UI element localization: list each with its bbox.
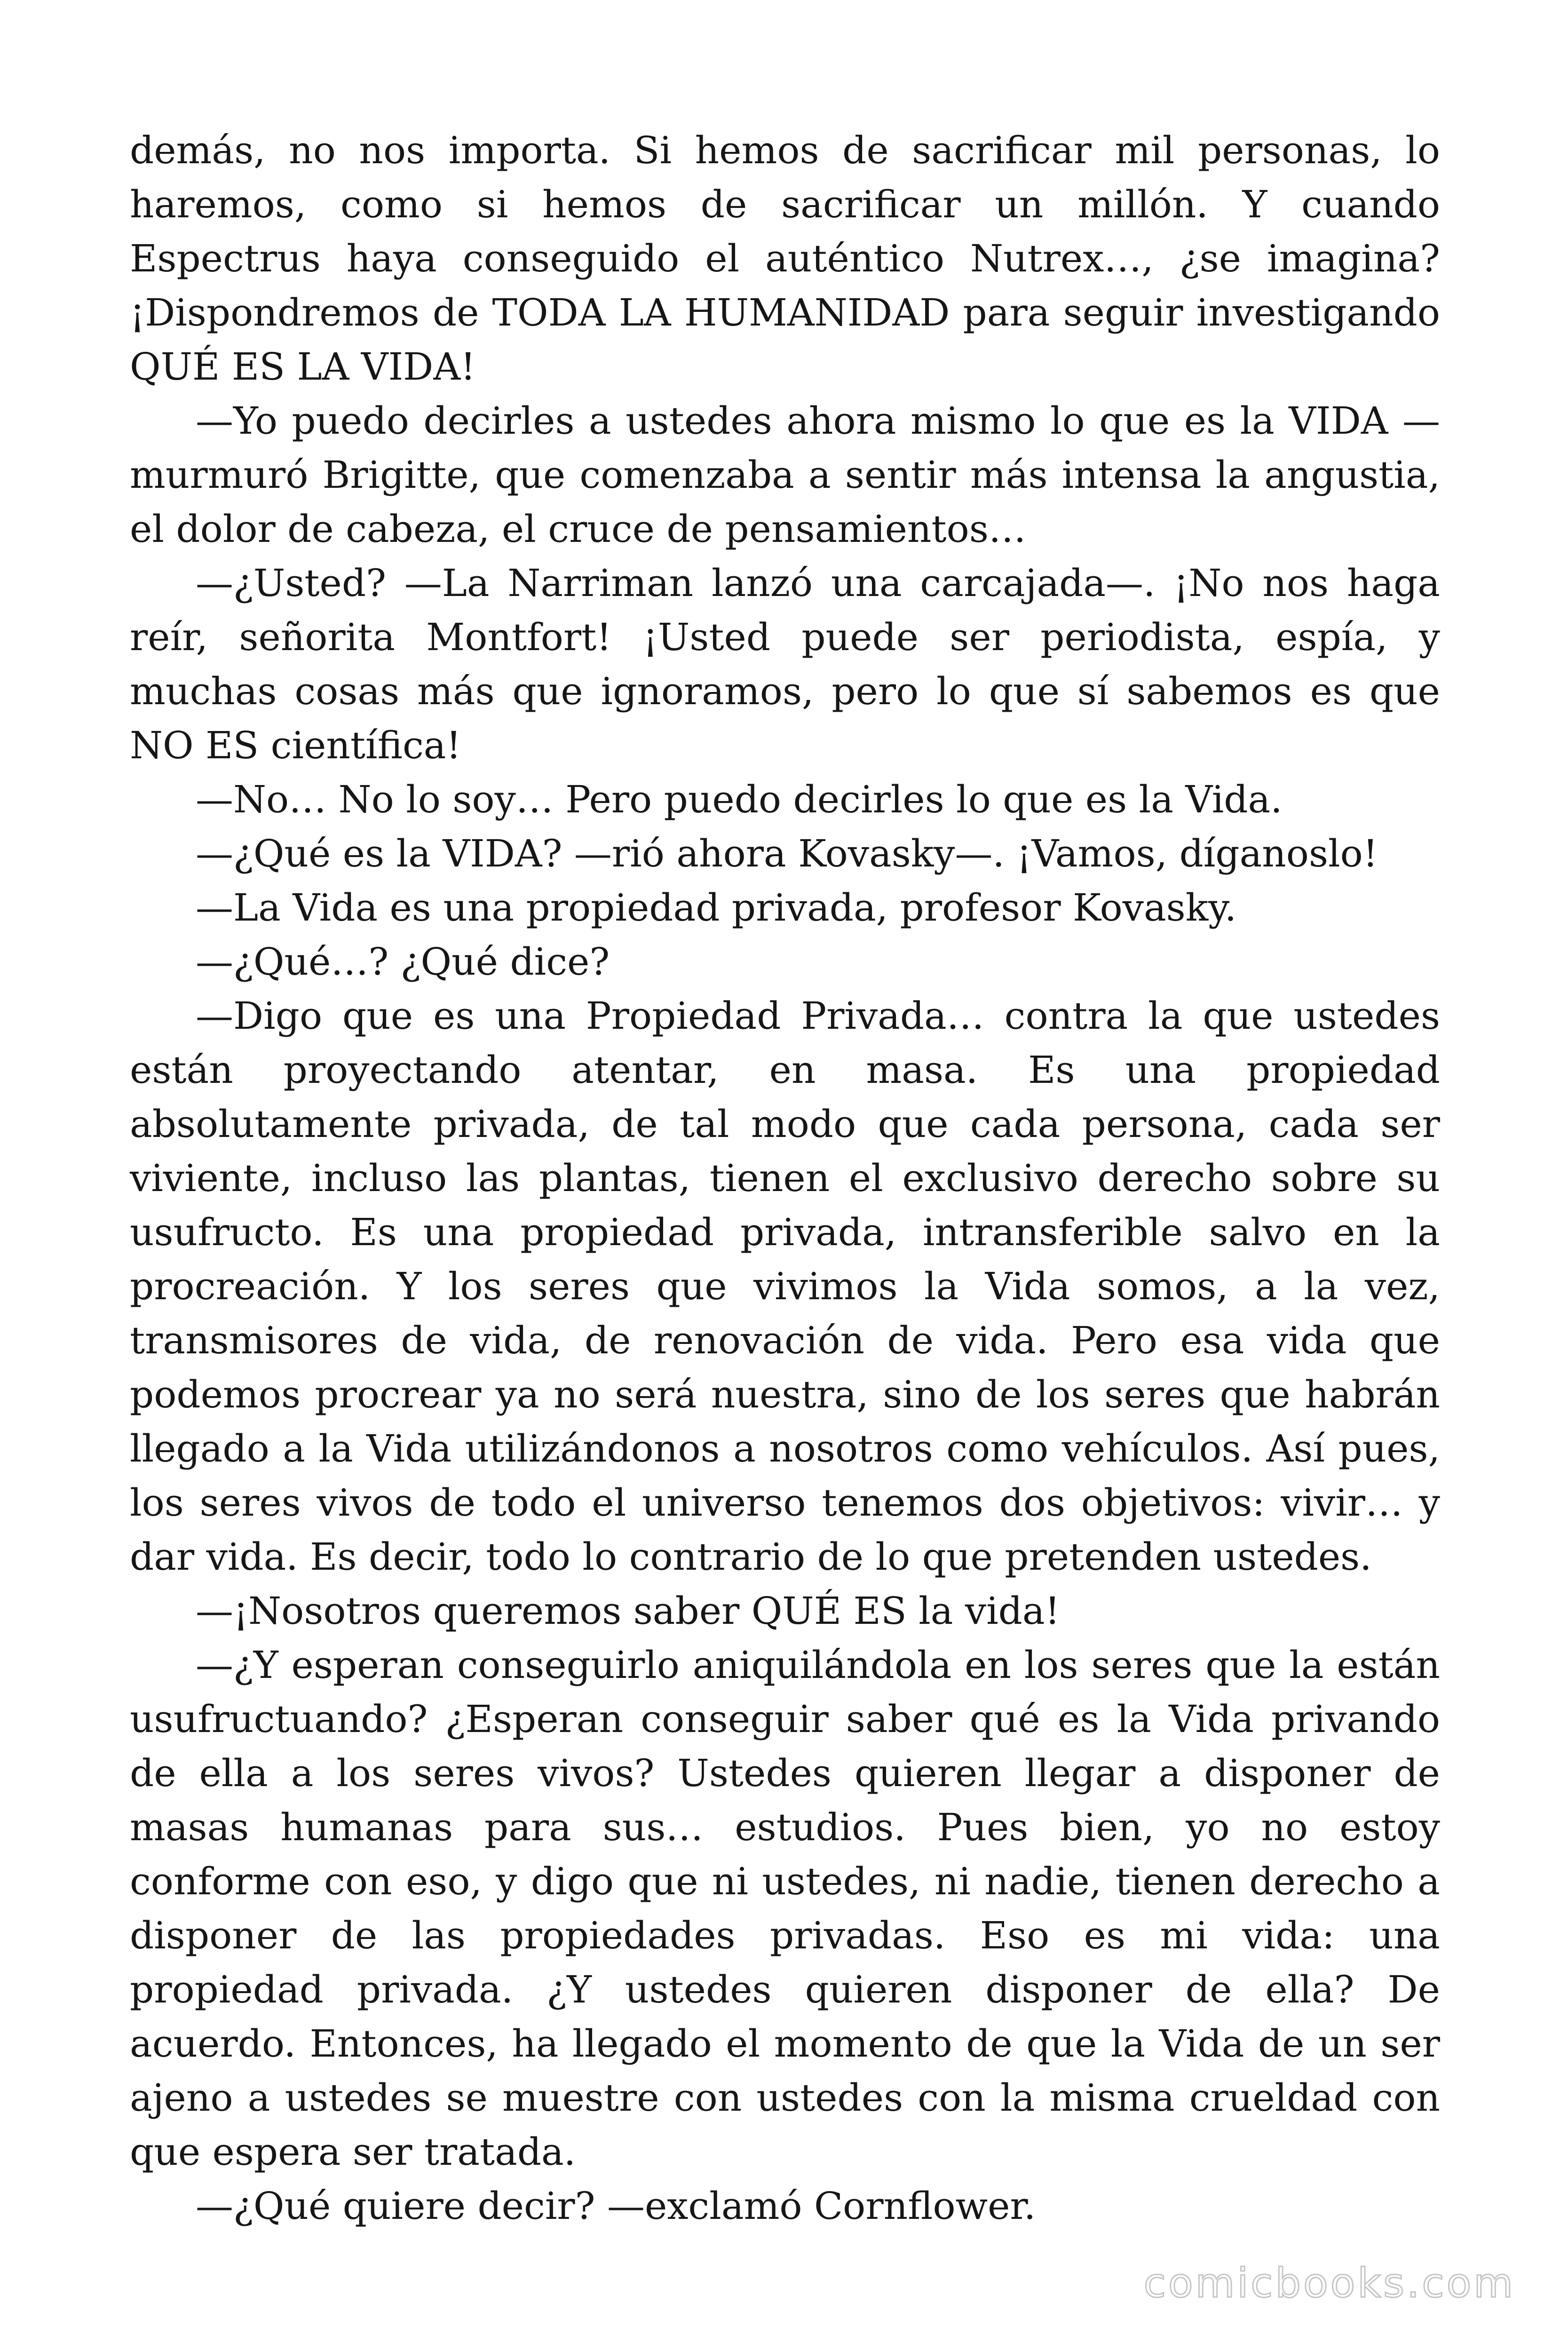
paragraph-8: —Digo que es una Propiedad Privada… contra la que ustedes están proyectando atentar, en masa. Es una propiedad absolutamente privada, de tal modo que cada persona, cada ser viviente, incluso las plantas, tienen el exclusivo derecho sobre su usufructo. Es una propiedad privada, intransferible salvo en la procreación. Y los seres que vivimos la Vida somos, a la vez, transmisores de vida, de renovación de vida. Pero esa vida que podemos procrear ya no será nuestra, sino de los seres que habrán llegado a la Vida utilizándonos a nosotros como vehículos. Así pues, los seres vivos de todo el universo tenemos dos objetivos: vivir… y dar vida. Es decir, todo lo contrario de lo que pretenden ustedes. [130, 994, 1440, 1579]
paragraph-7: —¿Qué…? ¿Qué dice? [196, 940, 610, 984]
body-text [130, 123, 1440, 2233]
paragraph-9: —¡Nosotros queremos saber QUÉ ES la vida! [196, 1589, 1060, 1633]
paragraph-3: —¿Usted? —La Narriman lanzó una carcajada—. ¡No nos haga reír, señorita Montfort! ¡Usted puede ser periodista, espía, y muchas cosas más que ignoramos, pero lo que sí sabemos es que NO ES científica! [130, 561, 1440, 767]
paragraph-11: —¿Qué quiere decir? —exclamó Cornflower. [196, 2184, 1036, 2228]
paragraph-10: —¿Y esperan conseguirlo aniquilándola en los seres que la están usufructuando? ¿Esperan conseguir saber qué es la Vida privando de ella a los seres vivos? Ustedes quieren llegar a disponer de masas humanas para sus… estudios. Pues bien, yo no estoy conforme con eso, y digo que ni ustedes, ni nadie, tienen derecho a disponer de las propiedades privadas. Eso es mi vida: una propiedad privada. ¿Y ustedes quieren disponer de ella? De acuerdo. Entonces, ha llegado el momento de que la Vida de un ser ajeno a ustedes se muestre con ustedes con la misma crueldad con que espera ser tratada. [130, 1643, 1440, 2174]
paragraph-2: —Yo puedo decirles a ustedes ahora mismo lo que es la VIDA —murmuró Brigitte, que comenzaba a sentir más intensa la angustia, el dolor de cabeza, el cruce de pensamientos… [130, 399, 1440, 551]
site-watermark: comicbooks.com [1143, 2260, 1515, 2307]
paragraph-1: demás, no nos importa. Si hemos de sacrificar mil personas, lo haremos, como si hemos de sacrificar un millón. Y cuando Espectrus haya conseguido el auténtico Nutrex…, ¿se imagina? ¡Dispondremos de TODA LA HUMANIDAD para seguir investigando QUÉ ES LA VIDA! [130, 128, 1440, 389]
paragraph-6: —La Vida es una propiedad privada, profesor Kovasky. [196, 886, 1237, 930]
paragraph-5: —¿Qué es la VIDA? —rió ahora Kovasky—. ¡Vamos, díganoslo! [196, 832, 1378, 875]
paragraph-4: —No… No lo soy… Pero puedo decirles lo que es la Vida. [196, 778, 1283, 821]
